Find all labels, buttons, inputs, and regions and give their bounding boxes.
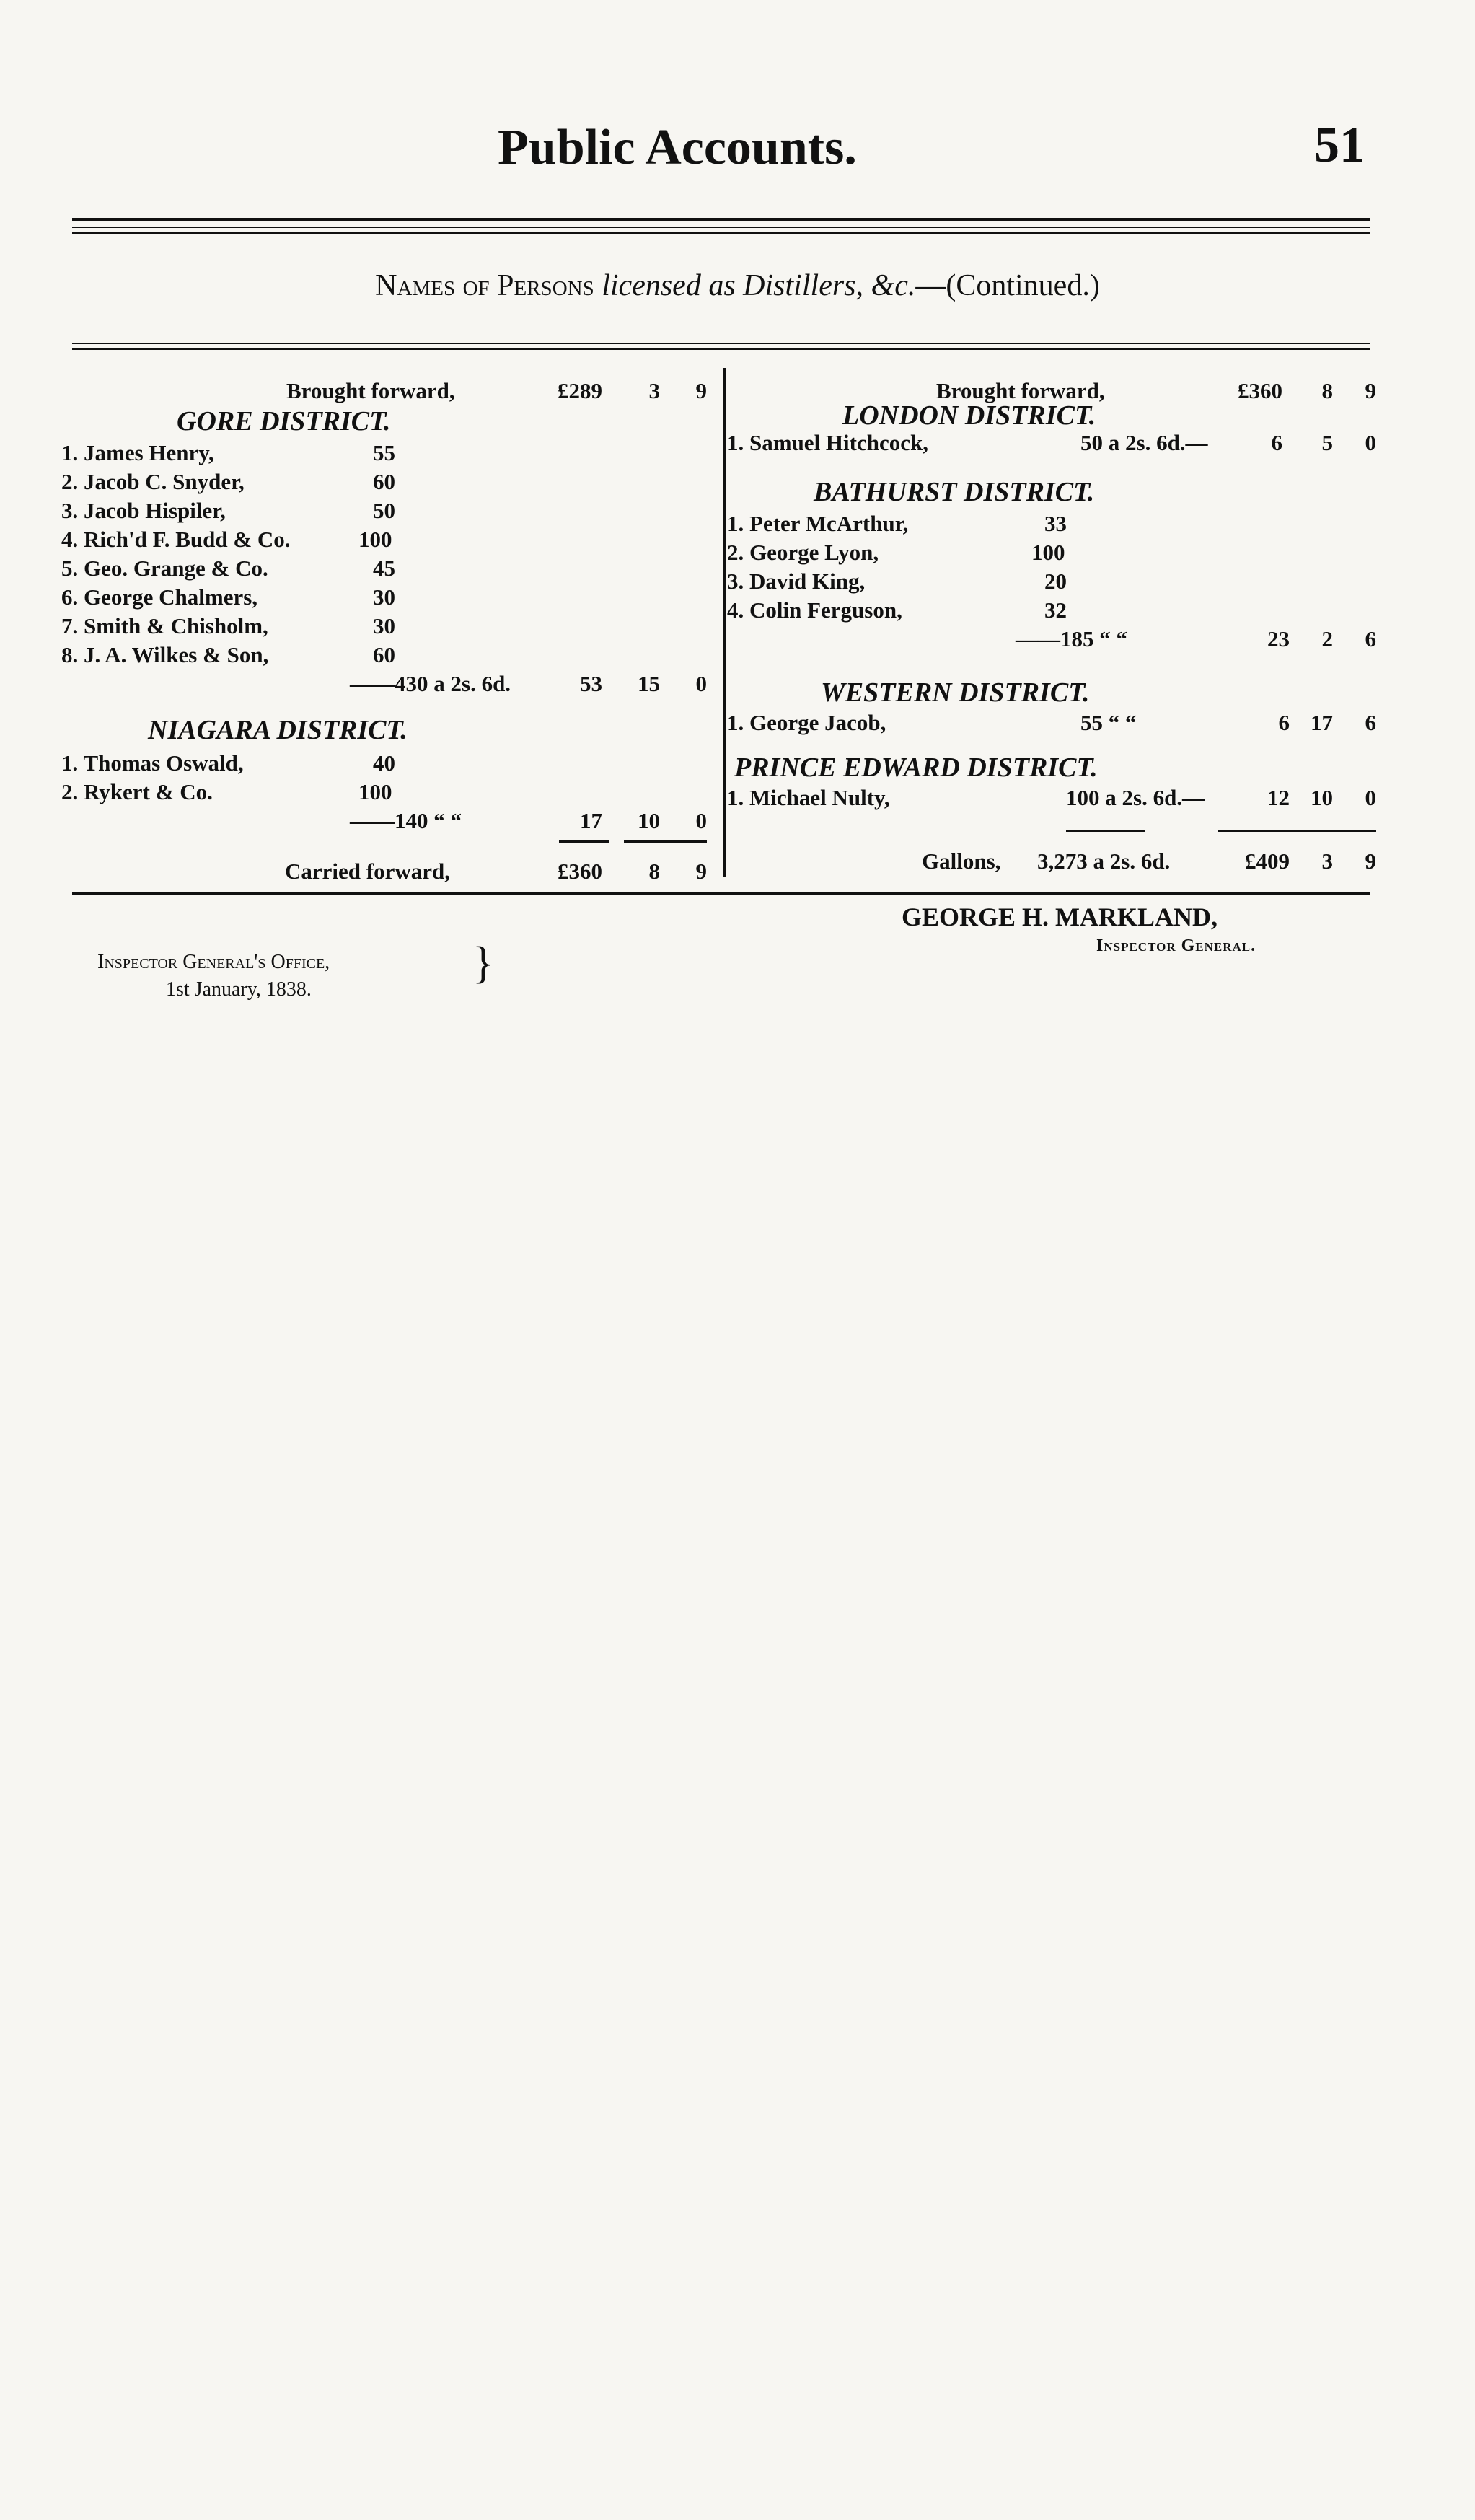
- right-bf-pounds: £360: [1238, 378, 1282, 403]
- prince-edward-district-title: PRINCE EDWARD DISTRICT.: [734, 752, 1098, 783]
- niagara-entry-gallons: 100: [358, 779, 392, 804]
- london-entry-pounds: 6: [1271, 430, 1282, 455]
- niagara-district-title: NIAGARA DISTRICT.: [148, 715, 408, 745]
- niagara-entry-gallons: 40: [373, 750, 395, 776]
- page-title: Public Accounts.: [498, 120, 857, 175]
- prince-edward-entry-name: 1. Michael Nulty,: [727, 785, 890, 810]
- gore-entry-gallons: 30: [373, 613, 395, 638]
- london-district-title: LONDON DISTRICT.: [842, 400, 1096, 431]
- london-entry-name: 1. Samuel Hitchcock,: [727, 430, 928, 455]
- gore-entry-name: 6. George Chalmers,: [61, 584, 258, 610]
- header-rule-thick: [72, 218, 1370, 221]
- brought-forward-label: Brought forward,: [286, 378, 455, 403]
- right-column: [727, 368, 1380, 873]
- header-rule-thin: [72, 227, 1370, 228]
- niagara-subtotal-s: 10: [638, 808, 660, 833]
- carried-forward-s: 8: [648, 859, 660, 884]
- western-entry-pounds: 6: [1278, 710, 1290, 735]
- bathurst-entry-gallons: 100: [1031, 540, 1065, 565]
- right-sum-rule-2: [1218, 830, 1376, 832]
- column-divider: [723, 368, 726, 877]
- gore-entry-gallons: 55: [373, 440, 395, 465]
- gore-district-title: GORE DISTRICT.: [177, 406, 391, 436]
- gore-entry-gallons: 60: [373, 642, 395, 667]
- total-s: 3: [1321, 848, 1333, 874]
- bathurst-subtotal-s: 2: [1321, 626, 1333, 651]
- total-label: Gallons,: [922, 848, 1001, 874]
- gore-entry-name: 7. Smith & Chisholm,: [61, 613, 268, 638]
- prince-edward-entry-text: 100 a 2s. 6d.—: [1066, 785, 1205, 810]
- western-entry-s: 17: [1311, 710, 1333, 735]
- western-entry-text: 55 “ “: [1080, 710, 1137, 735]
- bathurst-entry-name: 2. George Lyon,: [727, 540, 879, 565]
- bathurst-entry-name: 3. David King,: [727, 568, 866, 594]
- header-rule-thin-2: [72, 232, 1370, 234]
- gore-entry-gallons: 45: [373, 556, 395, 581]
- bathurst-entry-name: 1. Peter McArthur,: [727, 511, 909, 536]
- gore-entry-gallons: 100: [358, 527, 392, 552]
- bathurst-entry-gallons: 32: [1044, 597, 1067, 623]
- heading-names-persons: Names of Persons: [375, 269, 594, 302]
- table-heading: [0, 268, 1475, 303]
- gore-subtotal-s: 15: [638, 671, 660, 696]
- niagara-subtotal-text: ——140 “ “: [350, 808, 462, 833]
- western-district-title: WESTERN DISTRICT.: [821, 677, 1090, 708]
- bathurst-entry-name: 4. Colin Ferguson,: [727, 597, 902, 623]
- left-bf-pounds: £289: [558, 378, 602, 403]
- right-bf-s: 8: [1321, 378, 1333, 403]
- bathurst-subtotal-d: 6: [1365, 626, 1376, 651]
- london-entry-s: 5: [1321, 430, 1333, 455]
- bathurst-district-title: BATHURST DISTRICT.: [814, 477, 1095, 507]
- page-number: 51: [1314, 118, 1365, 173]
- gore-entry-name: 5. Geo. Grange & Co.: [61, 556, 268, 581]
- bathurst-subtotal-text: ——185 “ “: [1016, 626, 1127, 651]
- carried-forward-pounds: £360: [558, 859, 602, 884]
- signature-name: GEORGE H. MARKLAND,: [902, 903, 1218, 931]
- london-entry-d: 0: [1365, 430, 1376, 455]
- gore-subtotal-pounds: 53: [580, 671, 602, 696]
- signature-title: Inspector General.: [1096, 936, 1256, 955]
- office-line-1: Inspector General's Office,: [97, 951, 330, 973]
- prince-edward-entry-s: 10: [1311, 785, 1333, 810]
- heading-licensed: licensed as Distillers, &c.: [602, 269, 916, 302]
- gore-entry-name: 8. J. A. Wilkes & Son,: [61, 642, 269, 667]
- bathurst-entry-gallons: 20: [1044, 568, 1067, 594]
- table-top-rule-2: [72, 348, 1370, 350]
- gore-entry-name: 4. Rich'd F. Budd & Co.: [61, 527, 291, 552]
- niagara-entry-name: 2. Rykert & Co.: [61, 779, 213, 804]
- left-sum-rule-2: [624, 840, 707, 843]
- right-sum-rule: [1066, 830, 1145, 832]
- gore-entry-name: 3. Jacob Hispiler,: [61, 498, 226, 523]
- heading-continued: —(Continued.): [915, 269, 1100, 302]
- table-top-rule: [72, 343, 1370, 344]
- carried-forward-d: 9: [695, 859, 707, 884]
- prince-edward-entry-pounds: 12: [1267, 785, 1290, 810]
- gore-entry-gallons: 60: [373, 469, 395, 494]
- gore-entry-gallons: 30: [373, 584, 395, 610]
- london-entry-text: 50 a 2s. 6d.—: [1080, 430, 1208, 455]
- western-entry-d: 6: [1365, 710, 1376, 735]
- brace-symbol: }: [472, 939, 494, 988]
- bathurst-entry-gallons: 33: [1044, 511, 1067, 536]
- total-d: 9: [1365, 848, 1376, 874]
- niagara-entry-name: 1. Thomas Oswald,: [61, 750, 244, 776]
- left-column: [61, 368, 714, 884]
- bathurst-subtotal-pounds: 23: [1267, 626, 1290, 651]
- gore-subtotal-d: 0: [695, 671, 707, 696]
- gore-entry-name: 2. Jacob C. Snyder,: [61, 469, 245, 494]
- gore-entry-gallons: 50: [373, 498, 395, 523]
- left-bf-d: 9: [695, 378, 707, 403]
- western-entry-name: 1. George Jacob,: [727, 710, 886, 735]
- prince-edward-entry-d: 0: [1365, 785, 1376, 810]
- left-brought-forward: [286, 378, 455, 404]
- left-sum-rule: [559, 840, 609, 843]
- carried-forward-label: Carried forward,: [285, 859, 450, 884]
- niagara-subtotal-d: 0: [695, 808, 707, 833]
- office-line-2: 1st January, 1838.: [166, 978, 312, 1001]
- gore-subtotal-text: ——430 a 2s. 6d.: [350, 671, 511, 696]
- right-bf-d: 9: [1365, 378, 1376, 403]
- niagara-subtotal-pounds: 17: [580, 808, 602, 833]
- gore-entry-name: 1. James Henry,: [61, 440, 214, 465]
- right-bf-label: Brought forward,: [936, 378, 1105, 403]
- total-text: 3,273 a 2s. 6d.: [1037, 848, 1171, 874]
- left-bf-s: 3: [648, 378, 660, 403]
- total-pounds: £409: [1245, 848, 1290, 874]
- table-bottom-rule: [72, 892, 1370, 895]
